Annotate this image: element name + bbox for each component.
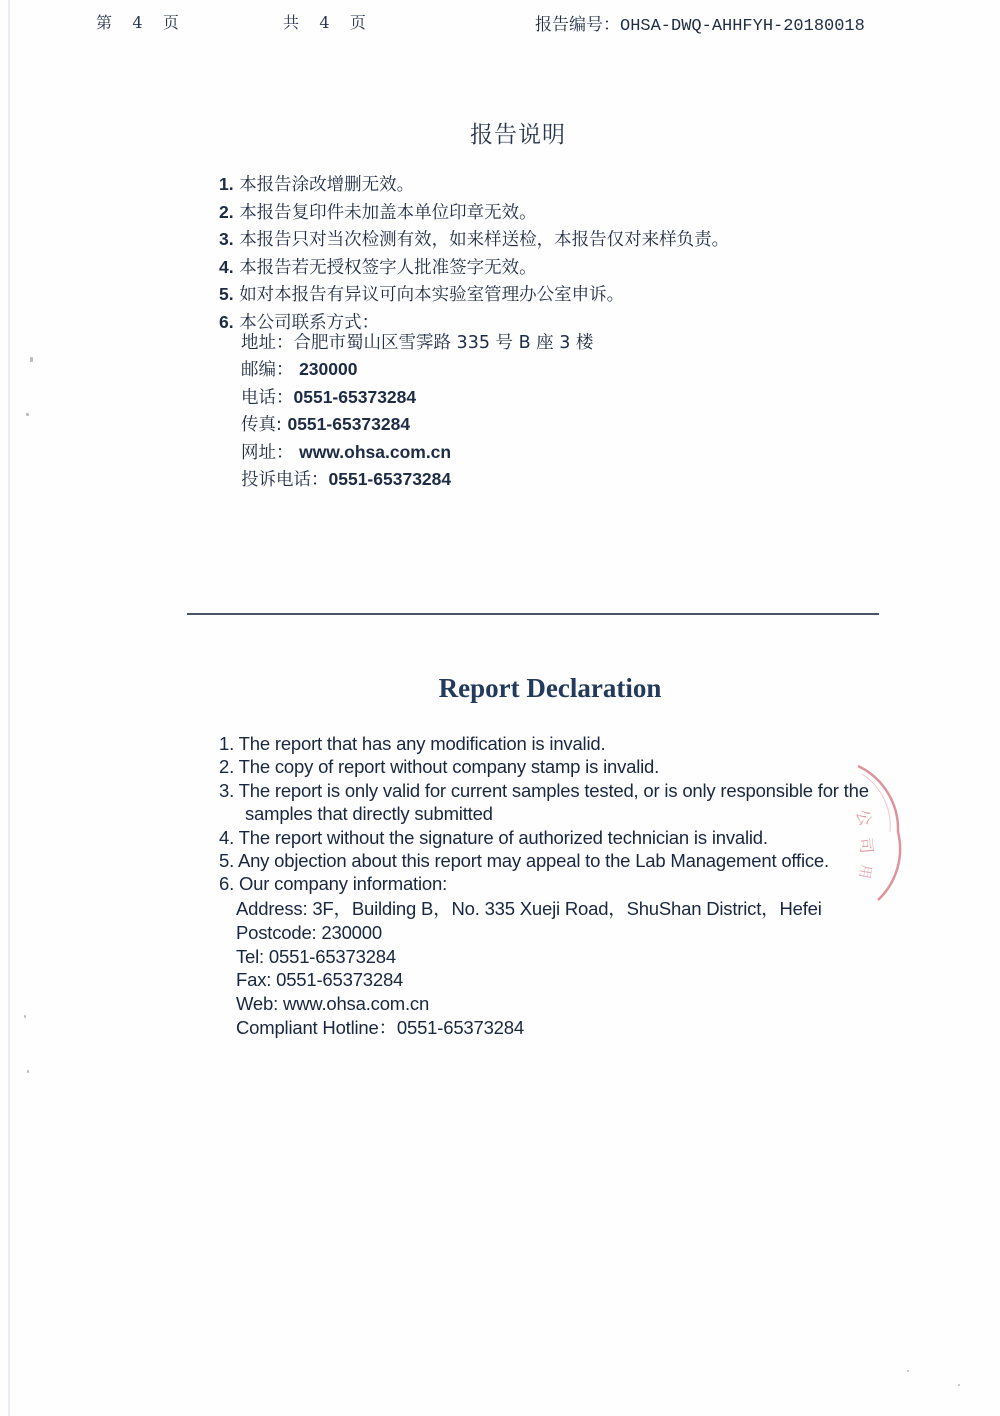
scan-edge bbox=[8, 0, 10, 1416]
page-total: 4 bbox=[319, 13, 330, 32]
cn-declaration-list bbox=[219, 171, 729, 336]
total-label-prefix: 共 bbox=[283, 13, 300, 32]
item-text: 本报告复印件未加盖本单位印章无效。 bbox=[239, 202, 537, 223]
cn-contact-info bbox=[241, 330, 593, 493]
scan-speck bbox=[27, 1070, 29, 1073]
en-fax: Fax: 0551-65373284 bbox=[236, 969, 404, 991]
en-list-item: 2. The copy of report without company stamp is invalid. bbox=[219, 756, 660, 778]
cn-list-item bbox=[219, 171, 729, 199]
web-label: 网址： bbox=[241, 442, 294, 463]
item-text: 本报告只对当次检测有效，如来样送检，本报告仅对来样负责。 bbox=[239, 230, 730, 250]
page-indicator bbox=[96, 10, 179, 33]
svg-text:司: 司 bbox=[856, 836, 877, 855]
svg-text:用: 用 bbox=[855, 863, 874, 880]
fax-value: 0551-65373284 bbox=[287, 414, 411, 435]
report-number bbox=[535, 10, 865, 36]
hotline-label: 投诉电话： bbox=[241, 470, 329, 491]
cn-address bbox=[241, 330, 593, 356]
en-section-title: Report Declaration bbox=[438, 673, 662, 703]
cn-list-item bbox=[219, 199, 729, 227]
item-number: 6. bbox=[219, 311, 234, 332]
page-total-indicator bbox=[283, 10, 366, 33]
hotline-value: 0551-65373284 bbox=[328, 469, 452, 490]
postcode-label: 邮编： bbox=[241, 360, 294, 381]
item-text: 如对本报告有异议可向本实验室管理办公室申诉。 bbox=[239, 285, 625, 305]
en-list-item: 5. Any objection about this report may appeal to the Lab Management office. bbox=[219, 850, 829, 872]
item-text: 本报告若无授权签字人批准签字无效。 bbox=[239, 257, 537, 278]
scan-speck bbox=[30, 357, 33, 362]
web-value: www.ohsa.com.cn bbox=[299, 441, 452, 462]
en-tel: Tel: 0551-65373284 bbox=[236, 945, 396, 967]
postcode-value: 230000 bbox=[299, 359, 358, 380]
total-label-suffix: 页 bbox=[349, 13, 366, 32]
address-label: 地址： bbox=[241, 333, 294, 353]
page-label-prefix: 第 bbox=[96, 13, 113, 32]
report-number-value: OHSA-DWQ-AHHFYH-20180018 bbox=[620, 17, 865, 36]
en-list-item: 4. The report without the signature of authorized technician is invalid. bbox=[219, 826, 768, 848]
en-address: Address: 3F，Building B，No. 335 Xueji Road，ShuShan District，Hefei bbox=[236, 898, 822, 919]
en-hotline: Compliant Hotline：0551-65373284 bbox=[236, 1016, 524, 1038]
en-list-item: 3. The report is only valid for current samples tested, or is only responsible for the bbox=[219, 779, 869, 801]
fax-label: 传真: bbox=[241, 415, 288, 436]
cn-tel bbox=[241, 384, 593, 411]
en-list-item: 1. The report that has any modification is invalid. bbox=[219, 733, 606, 754]
cn-list-item bbox=[219, 254, 729, 282]
cn-list-item bbox=[219, 226, 729, 254]
scan-speck bbox=[26, 413, 29, 416]
item-text: 本公司联系方式： bbox=[239, 312, 380, 333]
cn-fax bbox=[241, 411, 593, 438]
en-declaration-list bbox=[219, 732, 869, 896]
en-contact-info bbox=[236, 897, 822, 1040]
item-number: 5. bbox=[219, 284, 234, 304]
en-list-item-continuation: samples that directly submitted bbox=[245, 803, 493, 825]
scan-speck bbox=[958, 1384, 960, 1386]
cn-web bbox=[241, 439, 593, 466]
scan-speck bbox=[907, 1370, 909, 1372]
tel-value: 0551-65373284 bbox=[293, 386, 417, 407]
cn-postcode bbox=[241, 356, 593, 383]
tel-label: 电话： bbox=[241, 387, 294, 408]
item-number: 2. bbox=[219, 201, 234, 222]
en-list-item: 6. Our company information: bbox=[219, 873, 448, 895]
item-text: 本报告涂改增删无效。 bbox=[239, 175, 415, 195]
svg-text:公: 公 bbox=[852, 806, 876, 829]
item-number: 1. bbox=[219, 174, 234, 194]
cn-list-item bbox=[219, 281, 729, 309]
cn-section-title: 报告说明 bbox=[470, 122, 566, 148]
section-divider bbox=[187, 613, 879, 615]
en-postcode: Postcode: 230000 bbox=[236, 921, 382, 943]
en-web: Web: www.ohsa.com.cn bbox=[236, 993, 430, 1015]
scan-speck bbox=[24, 1015, 26, 1018]
report-number-label: 报告编号： bbox=[535, 15, 620, 35]
item-number: 4. bbox=[219, 256, 234, 277]
page-label-suffix: 页 bbox=[162, 13, 179, 32]
item-number: 3. bbox=[219, 229, 234, 249]
page-current: 4 bbox=[132, 13, 143, 32]
cn-hotline bbox=[241, 466, 593, 493]
address-value: 合肥市蜀山区雪霁路 335 号 B 座 3 楼 bbox=[293, 333, 594, 353]
